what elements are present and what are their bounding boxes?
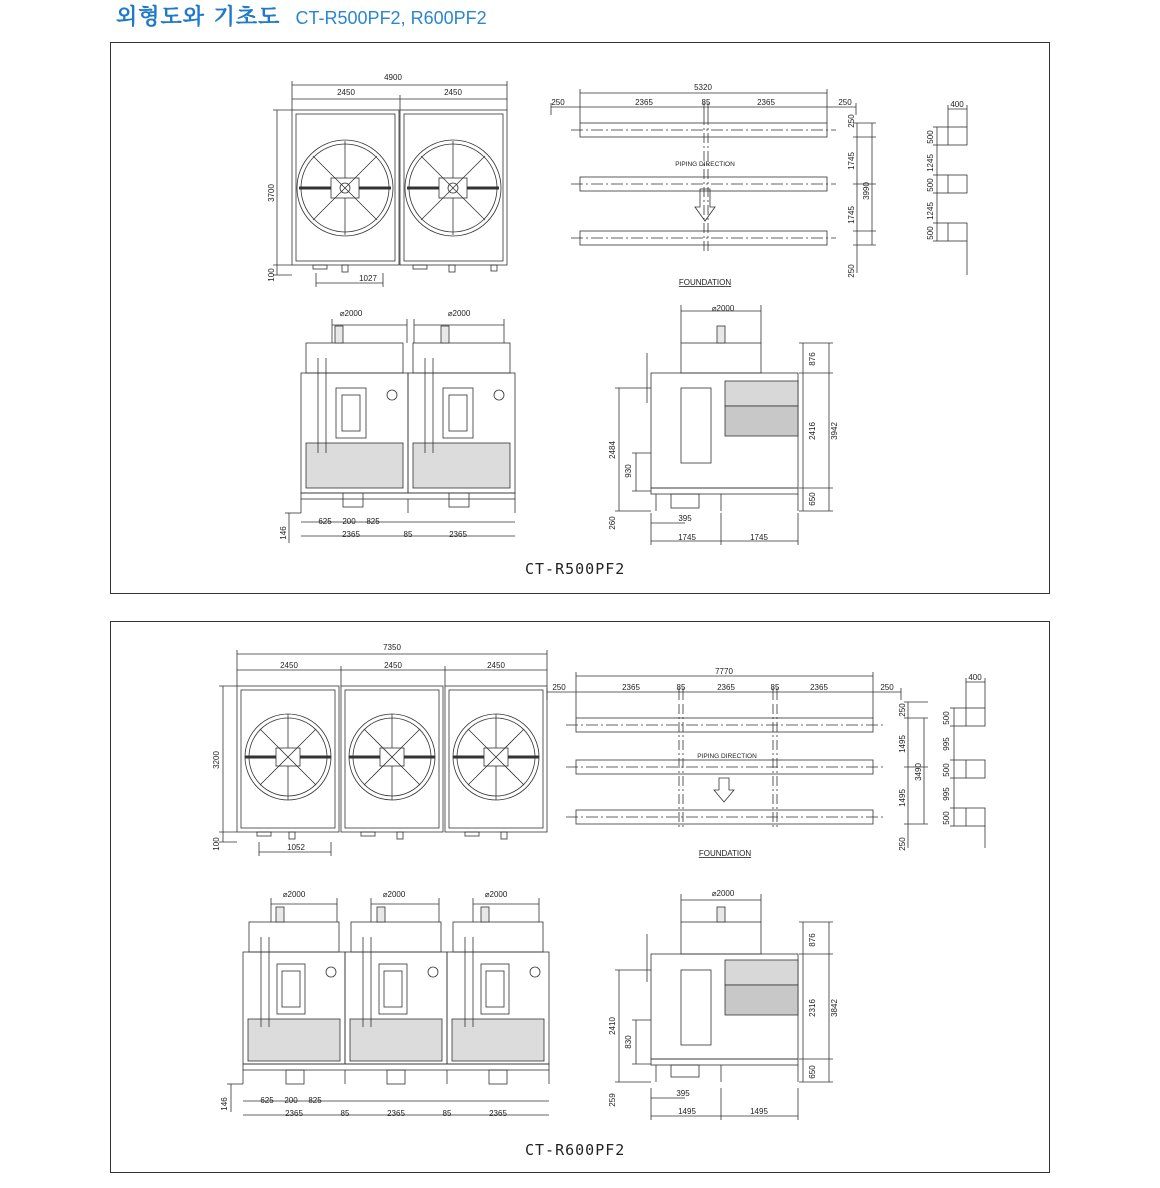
foundation-edge-left: 250 [551,98,565,107]
plan-height-dim: 3700 [267,184,276,202]
plan-pipe-dim: 1052 [287,843,305,852]
foundation-gap-1: 85 [676,683,686,692]
pad-height-3: 500 [926,226,935,240]
plan-total-dim: 7350 [383,643,401,652]
plan-cell-dim-1: 2450 [337,88,355,97]
side-top-dim: 876 [808,933,817,947]
front-base: 146 [220,1097,229,1111]
side-h1-dim: 2484 [608,441,617,459]
foundation-view [547,672,985,848]
foundation-overall: 3990 [862,182,871,200]
pad-gap-1: 995 [942,737,951,751]
front-dim-c: 825 [366,517,380,526]
side-h1-dim: 2410 [608,1017,617,1035]
side-fan-dia: ⌀2000 [711,304,735,313]
foundation-edge-top: 250 [847,114,856,128]
side-w1-dim: 395 [676,1089,690,1098]
foundation-edge-top: 250 [898,703,907,717]
foundation-overall: 3490 [914,763,923,781]
side-fan-dia: ⌀2000 [711,889,735,898]
pad-height-2: 500 [926,178,935,192]
front-span-1: 2365 [342,530,360,539]
foundation-span-2: 2365 [717,683,735,692]
front-gap-2: 85 [442,1109,452,1118]
front-fan-dia-2: ⌀2000 [447,309,471,318]
plan-pipe-dim: 1027 [359,274,377,283]
piping-direction-label: PIPING DIRECTION [675,161,735,168]
heading-title: 외형도와 기초도 [116,5,281,30]
foundation-gap-2: 85 [770,683,780,692]
side-leg-dim: 650 [808,1065,817,1079]
piping-direction-label: PIPING DIRECTION [697,753,757,760]
front-dim-a: 625 [318,517,332,526]
foundation-row-gap-1: 1745 [847,152,856,170]
plan-view [273,81,507,287]
pad-height-2: 500 [942,763,951,777]
foundation-row-gap-1: 1495 [898,735,907,753]
plan-base-dim: 100 [212,837,221,851]
side-h3-dim: 260 [608,516,617,530]
pad-height-1: 500 [942,711,951,725]
side-view [615,894,833,1120]
front-dim-a: 625 [260,1096,274,1105]
pad-width: 400 [950,100,964,109]
pad-height-3: 500 [942,811,951,825]
front-fan-dia-3: ⌀2000 [484,890,508,899]
caption-r500: CT-R500PF2 [525,560,626,578]
plan-base-dim: 100 [267,268,276,282]
plan-cell-dim-1: 2450 [280,661,298,670]
front-span-1: 2365 [285,1109,303,1118]
foundation-row-gap-2: 1745 [847,206,856,224]
foundation-edge-right: 250 [880,683,894,692]
front-span-2: 2365 [449,530,467,539]
pad-gap-1: 1245 [926,154,935,172]
foundation-edge-bottom: 250 [898,837,907,851]
plan-cell-dim-2: 2450 [444,88,462,97]
foundation-label: FOUNDATION [678,278,732,287]
foundation-view [551,89,967,275]
front-dim-b: 200 [284,1096,298,1105]
pad-gap-2: 1245 [926,202,935,220]
side-w2-dim: 1745 [678,533,696,542]
side-w1-dim: 395 [678,514,692,523]
foundation-label: FOUNDATION [698,849,752,858]
foundation-span-1: 2365 [622,683,640,692]
front-dim-c: 825 [308,1096,322,1105]
plan-view [219,650,547,856]
side-top-dim: 876 [808,352,817,366]
side-h2-dim: 930 [624,464,633,478]
side-leg-dim: 650 [808,492,817,506]
side-w2-dim: 1495 [678,1107,696,1116]
drawing-r600 [111,622,1049,1172]
side-w3-dim: 1495 [750,1107,768,1116]
front-gap: 85 [403,530,413,539]
front-base: 146 [279,526,288,540]
front-dim-b: 200 [342,517,356,526]
side-mid-dim: 2316 [808,999,817,1017]
plan-cell-dim-3: 2450 [487,661,505,670]
foundation-span-3: 2365 [810,683,828,692]
pad-gap-2: 995 [942,787,951,801]
side-total-dim: 3842 [830,999,839,1017]
drawing-r500 [111,43,1049,593]
side-mid-dim: 2416 [808,422,817,440]
foundation-gap: 85 [701,98,711,107]
front-span-2: 2365 [387,1109,405,1118]
foundation-edge-left: 250 [552,683,566,692]
plan-total-dim: 4900 [384,73,402,82]
foundation-edge-bottom: 250 [847,264,856,278]
foundation-row-gap-2: 1495 [898,789,907,807]
caption-r600: CT-R600PF2 [525,1141,626,1159]
plan-height-dim: 3200 [212,751,221,769]
plan-cell-dim-2: 2450 [384,661,402,670]
side-h2-dim: 830 [624,1035,633,1049]
front-fan-dia-1: ⌀2000 [339,309,363,318]
front-view [227,898,549,1115]
foundation-edge-right: 250 [838,98,852,107]
foundation-span-left: 2365 [635,98,653,107]
front-view [285,319,515,543]
page-heading [116,0,487,36]
foundation-span-right: 2365 [757,98,775,107]
drawing-panel-r500 [110,42,1050,594]
front-gap-1: 85 [340,1109,350,1118]
foundation-total-dim: 7770 [715,667,733,676]
pad-height-1: 500 [926,130,935,144]
front-fan-dia-2: ⌀2000 [382,890,406,899]
pad-width: 400 [968,673,982,682]
front-span-3: 2365 [489,1109,507,1118]
heading-models: CT-R500PF2, R600PF2 [295,8,487,28]
drawing-panel-r600 [110,621,1050,1173]
foundation-total-dim: 5320 [694,83,712,92]
side-h3-dim: 259 [608,1093,617,1107]
front-fan-dia-1: ⌀2000 [282,890,306,899]
side-view [615,305,833,545]
side-total-dim: 3942 [830,422,839,440]
side-w3-dim: 1745 [750,533,768,542]
